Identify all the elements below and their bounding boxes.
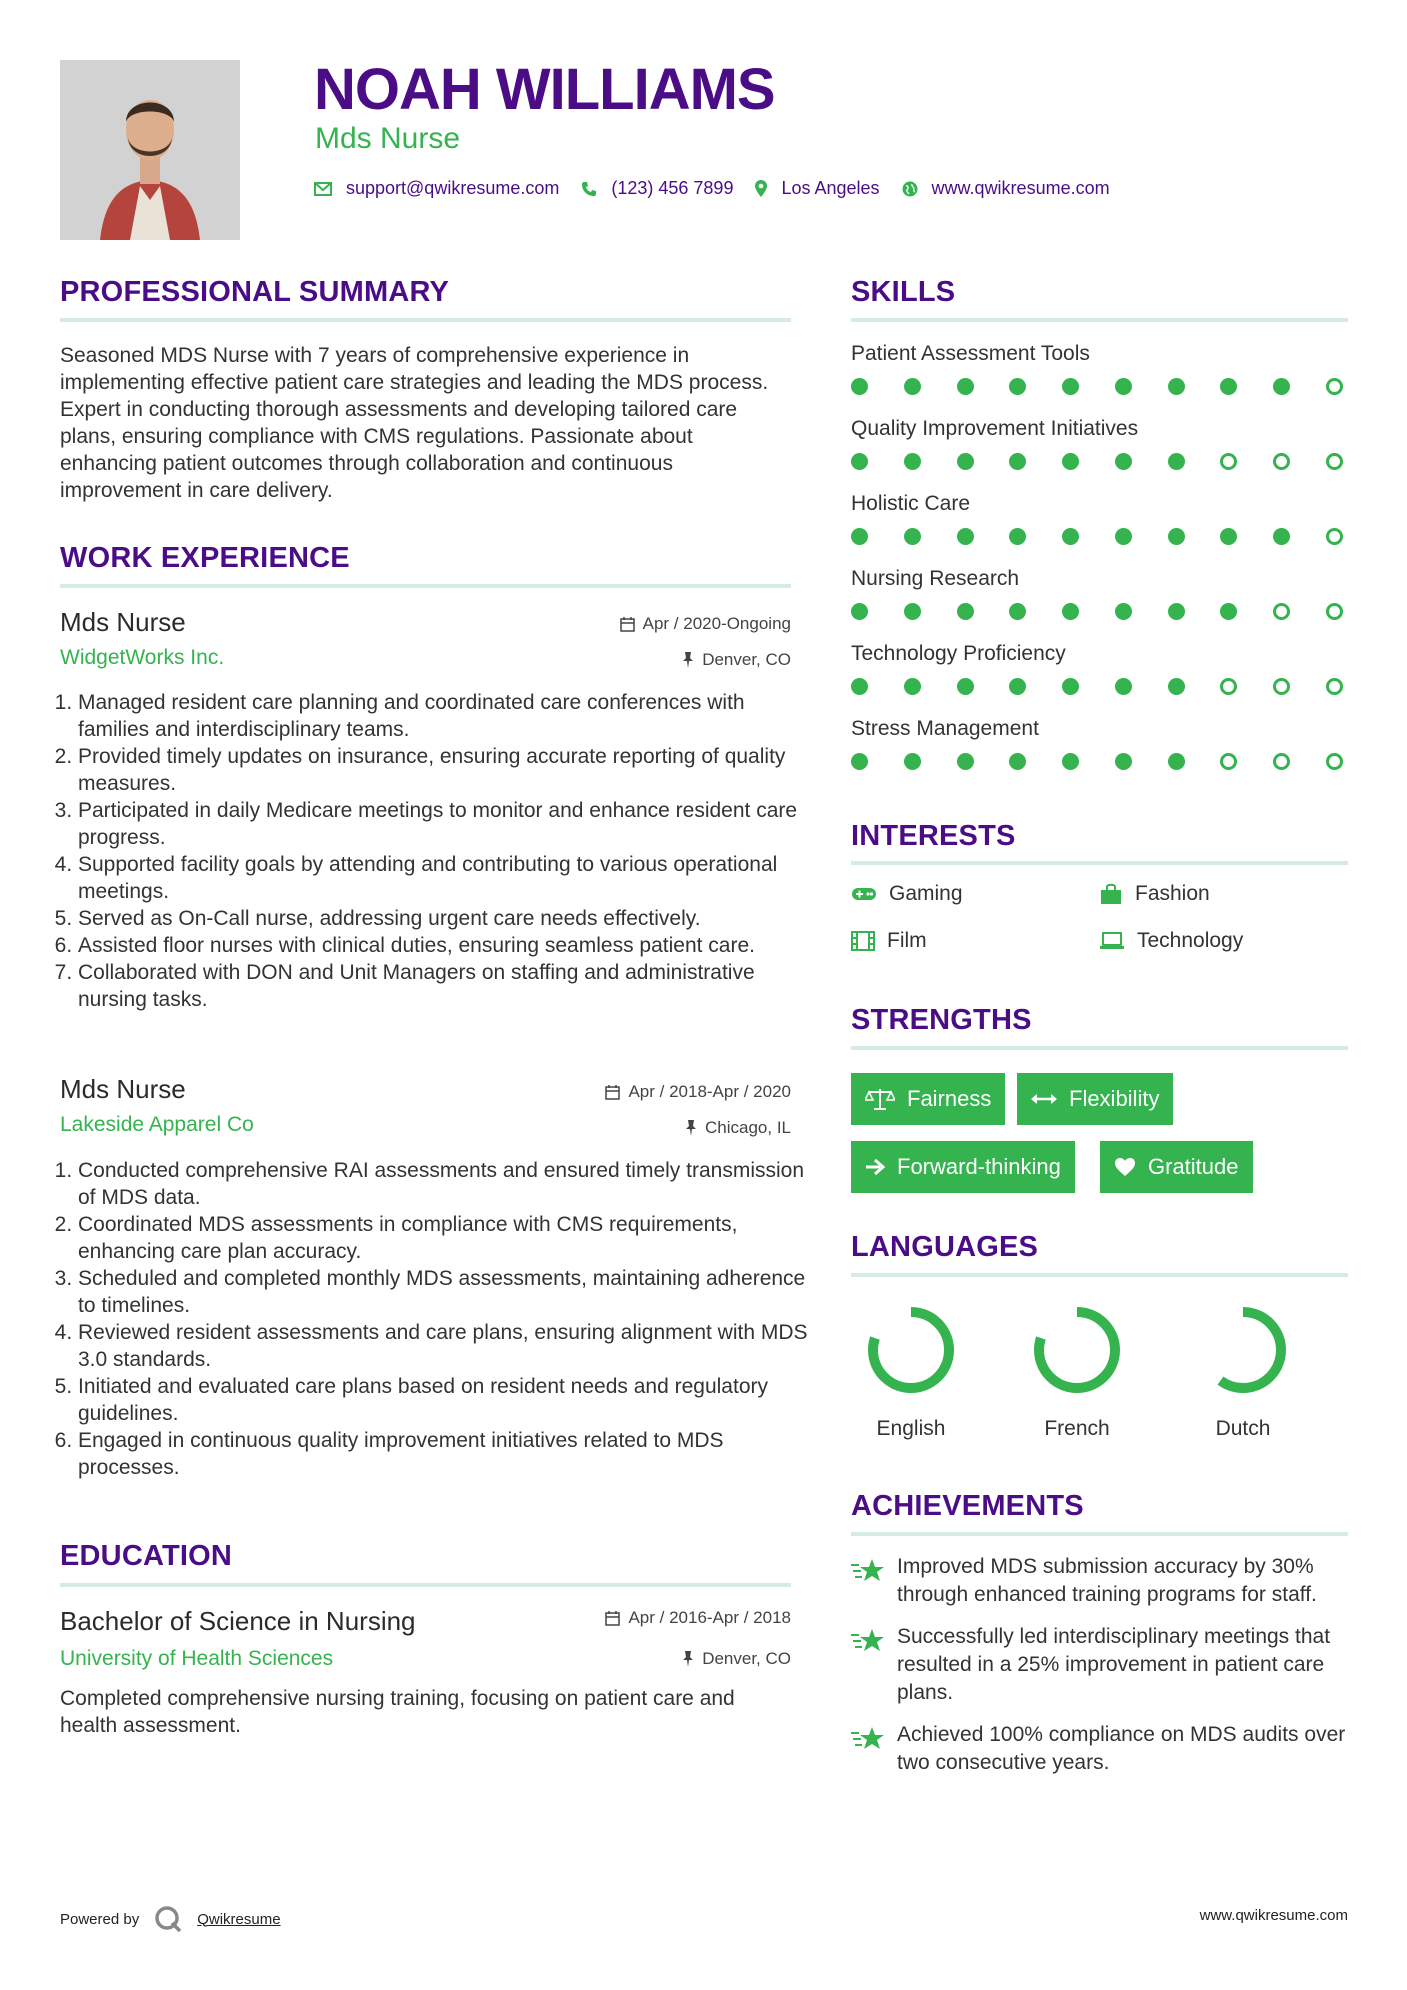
achievements-divider [851, 1532, 1348, 1536]
strength-label: Fairness [907, 1086, 992, 1111]
rating-dot-filled [1009, 603, 1026, 620]
interest-film [851, 929, 927, 953]
website-text: www.qwikresume.com [931, 178, 1110, 198]
pin-icon [682, 652, 694, 668]
rating-dot-filled [851, 753, 868, 770]
skill-rating [851, 453, 1343, 470]
qwikresume-logo-icon [153, 1904, 183, 1934]
envelope-icon [314, 182, 332, 196]
achievements-list [851, 1553, 1348, 1777]
interest-gaming [851, 882, 963, 906]
education-location [491, 1649, 791, 1669]
list-item: 1. Conducted comprehensive RAI assessments and ensured timely transmission of MDS data. [78, 1157, 808, 1211]
job-role: Mds Nurse [60, 607, 186, 637]
rating-dot-empty [1326, 678, 1343, 695]
arrows-horizontal-icon [1031, 1092, 1057, 1106]
achievement-text: Successfully led interdisciplinary meetings that resulted in a 25% improvement in patient care plans. [897, 1625, 1331, 1704]
strengths-heading: STRENGTHS [851, 1004, 1032, 1036]
footer-powered [60, 1904, 281, 1934]
rating-dot-filled [851, 378, 868, 395]
skill-name: Technology Proficiency [851, 642, 1066, 665]
skills-divider [851, 318, 1348, 322]
rating-dot-filled [1009, 528, 1026, 545]
globe-icon [902, 181, 918, 197]
job-dates-text: Apr / 2018-Apr / 2020 [628, 1082, 791, 1101]
map-marker-icon [755, 180, 767, 197]
contact-bar [314, 178, 1132, 199]
list-item: 5. Initiated and evaluated care plans based on resident needs and regulatory guidelines. [78, 1373, 808, 1427]
rating-dot-filled [1168, 603, 1185, 620]
rating-dot-filled [1168, 453, 1185, 470]
rating-dot-filled [1220, 378, 1237, 395]
rating-dot-filled [957, 453, 974, 470]
rating-dot-filled [1009, 753, 1026, 770]
rating-dot-filled [904, 678, 921, 695]
contact-phone[interactable] [581, 178, 733, 199]
skill-rating [851, 378, 1343, 395]
job-bullets [60, 689, 808, 1013]
rating-dot-filled [957, 678, 974, 695]
phone-icon [581, 181, 597, 197]
achievement-item [851, 1623, 1348, 1707]
arrow-right-icon [865, 1158, 885, 1176]
list-item: 2. Provided timely updates on insurance, ensuring accurate reporting of quality measures. [78, 743, 808, 797]
candidate-title: Mds Nurse [315, 122, 461, 155]
job-company: Lakeside Apparel Co [60, 1113, 254, 1136]
rating-dot-empty [1220, 753, 1237, 770]
skill-item [851, 717, 1348, 792]
star-icon [851, 1557, 885, 1583]
interest-label: Fashion [1135, 882, 1210, 905]
skill-item [851, 642, 1348, 717]
rating-dot-filled [1115, 603, 1132, 620]
rating-dot-filled [957, 528, 974, 545]
strengths-divider [851, 1046, 1348, 1050]
rating-dot-filled [904, 753, 921, 770]
candidate-name: NOAH WILLIAMS [314, 57, 775, 122]
achievement-item [851, 1553, 1348, 1609]
list-item: 4. Supported facility goals by attending and contributing to various operational meetings. [78, 851, 808, 905]
skill-item [851, 567, 1348, 642]
phone-text: (123) 456 7899 [611, 178, 734, 198]
skill-item [851, 342, 1348, 417]
skill-name: Holistic Care [851, 492, 971, 515]
interests-divider [851, 861, 1348, 865]
language-label: Dutch [1215, 1417, 1271, 1440]
rating-dot-filled [904, 378, 921, 395]
skill-name: Stress Management [851, 717, 1039, 740]
rating-dot-filled [1168, 378, 1185, 395]
language-ring-arc [1205, 1312, 1281, 1388]
calendar-icon [620, 617, 635, 632]
powered-by-text: Powered by [60, 1910, 140, 1928]
skill-rating [851, 528, 1343, 545]
rating-dot-filled [1009, 453, 1026, 470]
rating-dot-filled [1115, 378, 1132, 395]
achievement-text: Achieved 100% compliance on MDS audits over two consecutive years. [897, 1723, 1346, 1774]
education-location-text: Denver, CO [702, 1649, 791, 1668]
email-text: support@qwikresume.com [346, 178, 560, 198]
rating-dot-empty [1326, 453, 1343, 470]
rating-dot-empty [1273, 603, 1290, 620]
skill-name: Quality Improvement Initiatives [851, 417, 1139, 440]
languages-divider [851, 1273, 1348, 1277]
location-text: Los Angeles [781, 178, 880, 198]
rating-dot-filled [957, 603, 974, 620]
experience-divider [60, 584, 791, 588]
experience-heading: WORK EXPERIENCE [60, 542, 350, 574]
skill-rating [851, 753, 1343, 770]
language-ring-arc [1039, 1312, 1115, 1388]
rating-dot-empty [1273, 453, 1290, 470]
education-text: Completed comprehensive nursing training, focusing on patient care and health assessment. [60, 1687, 735, 1737]
education-dates [491, 1608, 791, 1628]
list-item: 3. Participated in daily Medicare meetings to monitor and enhance resident care progress. [78, 797, 808, 851]
languages-list [846, 1300, 1308, 1441]
pin-icon [682, 1651, 694, 1667]
job-dates [491, 1082, 791, 1102]
job-location-text: Chicago, IL [705, 1118, 791, 1137]
contact-location [755, 178, 879, 199]
list-item: 1. Managed resident care planning and coordinated care conferences with families and interdisciplinary teams. [78, 689, 808, 743]
skill-rating [851, 678, 1343, 695]
rating-dot-empty [1273, 678, 1290, 695]
language-item [1012, 1300, 1142, 1441]
strength-fairness [851, 1073, 1005, 1125]
strength-label: Gratitude [1148, 1154, 1239, 1179]
skills-heading: SKILLS [851, 276, 956, 308]
list-item: 5. Served as On-Call nurse, addressing urgent care needs effectively. [78, 905, 808, 932]
list-item: 3. Scheduled and completed monthly MDS assessments, maintaining adherence to timelines. [78, 1265, 808, 1319]
job-location [491, 650, 791, 670]
rating-dot-filled [1062, 603, 1079, 620]
list-item: 6. Engaged in continuous quality improvement initiatives related to MDS processes. [78, 1427, 808, 1481]
language-item [1178, 1300, 1308, 1441]
language-ring [861, 1300, 961, 1400]
rating-dot-empty [1220, 678, 1237, 695]
list-item: 2. Coordinated MDS assessments in compliance with CMS requirements, enhancing care plan accuracy. [78, 1211, 808, 1265]
contact-website[interactable] [902, 178, 1110, 199]
language-label: English [876, 1417, 946, 1440]
skill-name: Nursing Research [851, 567, 1020, 590]
footer-site[interactable]: www.qwikresume.com [1199, 1907, 1348, 1924]
job-location [491, 1118, 791, 1138]
rating-dot-filled [1115, 528, 1132, 545]
language-ring [1027, 1300, 1127, 1400]
brand-link[interactable]: Qwikresume [197, 1910, 281, 1928]
rating-dot-filled [1062, 378, 1079, 395]
interest-technology [1099, 929, 1243, 953]
summary-divider [60, 318, 791, 322]
rating-dot-filled [851, 678, 868, 695]
calendar-icon [605, 1611, 620, 1626]
job-dates [491, 614, 791, 634]
languages-heading: LANGUAGES [851, 1231, 1039, 1263]
language-item [846, 1300, 976, 1441]
rating-dot-empty [1326, 378, 1343, 395]
skills-list [851, 342, 1348, 792]
achievement-text: Improved MDS submission accuracy by 30% through enhanced training programs for staff. [897, 1555, 1317, 1606]
strength-flexibility [1017, 1073, 1173, 1125]
skill-rating [851, 603, 1343, 620]
rating-dot-empty [1326, 753, 1343, 770]
education-dates-text: Apr / 2016-Apr / 2018 [628, 1608, 791, 1627]
job-role: Mds Nurse [60, 1074, 186, 1104]
rating-dot-filled [1115, 678, 1132, 695]
interests-heading: INTERESTS [851, 820, 1016, 852]
rating-dot-filled [957, 378, 974, 395]
gamepad-icon [851, 886, 877, 902]
achievements-heading: ACHIEVEMENTS [851, 1490, 1084, 1522]
achievement-item [851, 1721, 1348, 1777]
rating-dot-filled [904, 453, 921, 470]
job-dates-text: Apr / 2020-Ongoing [642, 614, 791, 633]
language-ring [1193, 1300, 1293, 1400]
rating-dot-filled [851, 603, 868, 620]
rating-dot-filled [1115, 753, 1132, 770]
list-item: 4. Reviewed resident assessments and care plans, ensuring alignment with MDS 3.0 standards. [78, 1319, 808, 1373]
education-degree: Bachelor of Science in Nursing [60, 1606, 416, 1636]
contact-email[interactable] [314, 178, 559, 199]
rating-dot-filled [904, 603, 921, 620]
rating-dot-filled [1009, 378, 1026, 395]
heart-icon [1114, 1157, 1136, 1177]
rating-dot-filled [1062, 453, 1079, 470]
summary-text: Seasoned MDS Nurse with 7 years of comprehensive experience in implementing effective patient care strategies and leading the MDS process. Expert in conducting thorough assessments and developing tailored care plans, ensuring compliance with CMS regulations. Passionate about enhancing patient outcomes through collaboration and continuous improvement in care delivery. [60, 344, 769, 502]
rating-dot-filled [1115, 453, 1132, 470]
strength-forward-thinking [851, 1141, 1075, 1193]
interest-fashion [1099, 882, 1210, 906]
balance-scale-icon [865, 1087, 895, 1111]
strength-label: Flexibility [1069, 1086, 1160, 1111]
rating-dot-filled [851, 453, 868, 470]
profile-photo [60, 60, 240, 240]
calendar-icon [605, 1085, 620, 1100]
rating-dot-empty [1326, 528, 1343, 545]
job-location-text: Denver, CO [702, 650, 791, 669]
rating-dot-filled [1009, 678, 1026, 695]
rating-dot-filled [1062, 753, 1079, 770]
rating-dot-empty [1326, 603, 1343, 620]
film-icon [851, 931, 875, 951]
pin-icon [685, 1120, 697, 1136]
laptop-icon [1099, 932, 1125, 950]
rating-dot-filled [1062, 678, 1079, 695]
rating-dot-filled [904, 528, 921, 545]
language-ring-arc [873, 1312, 949, 1388]
strength-label: Forward-thinking [897, 1154, 1061, 1179]
job-company: WidgetWorks Inc. [60, 646, 225, 669]
job-bullets [60, 1157, 808, 1481]
list-item: 7. Collaborated with DON and Unit Managers on staffing and administrative nursing tasks. [78, 959, 808, 1013]
star-icon [851, 1627, 885, 1653]
skill-item [851, 417, 1348, 492]
list-item: 6. Assisted floor nurses with clinical duties, ensuring seamless patient care. [78, 932, 808, 959]
skill-name: Patient Assessment Tools [851, 342, 1090, 365]
education-school: University of Health Sciences [60, 1647, 334, 1670]
rating-dot-filled [1220, 603, 1237, 620]
summary-heading: PROFESSIONAL SUMMARY [60, 276, 450, 308]
rating-dot-filled [957, 753, 974, 770]
shopping-bag-icon [1099, 883, 1123, 905]
rating-dot-filled [1168, 678, 1185, 695]
rating-dot-filled [1062, 528, 1079, 545]
strength-gratitude [1100, 1141, 1253, 1193]
education-heading: EDUCATION [60, 1540, 233, 1572]
interest-label: Film [887, 929, 927, 952]
star-icon [851, 1725, 885, 1751]
interest-label: Technology [1137, 929, 1244, 952]
education-divider [60, 1583, 791, 1587]
rating-dot-filled [1273, 378, 1290, 395]
rating-dot-filled [1168, 753, 1185, 770]
rating-dot-filled [1168, 528, 1185, 545]
rating-dot-empty [1273, 753, 1290, 770]
rating-dot-filled [1220, 528, 1237, 545]
language-label: French [1044, 1417, 1110, 1440]
interest-label: Gaming [889, 882, 963, 905]
skill-item [851, 492, 1348, 567]
rating-dot-empty [1220, 453, 1237, 470]
rating-dot-filled [851, 528, 868, 545]
rating-dot-filled [1273, 528, 1290, 545]
